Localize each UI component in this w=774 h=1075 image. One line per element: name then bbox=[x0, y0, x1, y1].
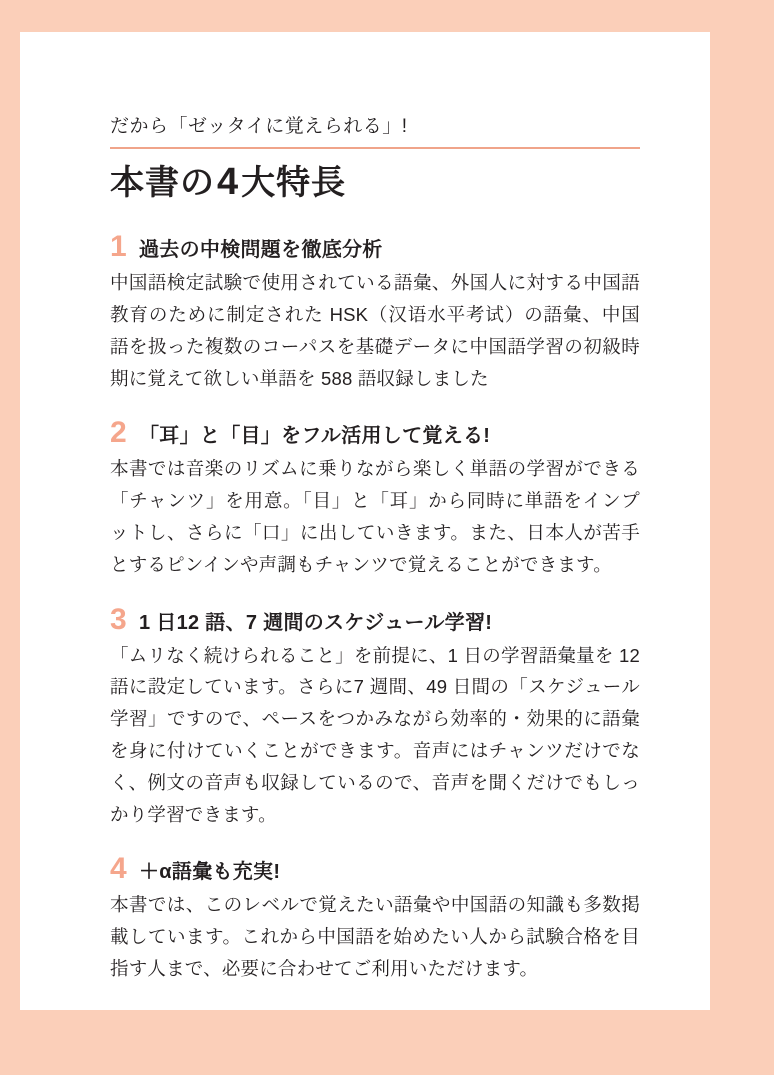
page-sheet bbox=[20, 32, 710, 1010]
feature-number: 4 bbox=[110, 852, 127, 886]
feature-heading-row bbox=[110, 602, 640, 636]
page-title bbox=[110, 159, 640, 207]
page-content bbox=[110, 114, 640, 1009]
feature-body: 「ムリなく続けられること」を前提に、1 日の学習語彙量を 12 語に設定しています。さらに7 週間、49 日間の「スケジュール学習」ですので、ペースをつかみながら効率的・効果的に語彙を身に付けていくことができます。音声にはチャンツだけでなく、例文の音声も収録しているので、音声を聞くだけでもしっかり学習できます。 bbox=[110, 644, 640, 825]
feature-heading: 過去の中検問題を徹底分析 bbox=[139, 239, 383, 262]
feature-heading: 「耳」と「目」をフル活用して覚える! bbox=[139, 425, 491, 448]
feature-heading: ＋α語彙も充実! bbox=[139, 861, 281, 884]
page-kicker: だから「ゼッタイに覚えられる」! bbox=[110, 116, 408, 137]
feature-section bbox=[110, 602, 640, 831]
title-divider bbox=[110, 147, 640, 149]
feature-section bbox=[110, 854, 640, 984]
feature-number: 2 bbox=[110, 416, 127, 450]
feature-section bbox=[110, 232, 640, 394]
feature-body: 中国語検定試験で使用されている語彙、外国人に対する中国語教育のために制定された HSK（汉语水平考试）の語彙、中国語を扱った複数のコーパスを基礎データに中国語学習の初級時期に覚えて欲しい単語を 588 語収録しました bbox=[110, 272, 640, 389]
feature-body: 本書では音楽のリズムに乗りながら楽しく単語の学習ができる「チャンツ」を用意。「目」と「耳」から同時に単語をインプットし、さらに「口」に出していきます。また、日本人が苦手とするピンインや声調もチャンツで覚えることができます。 bbox=[110, 458, 640, 575]
feature-number: 1 bbox=[110, 230, 127, 264]
feature-body: 本書では、このレベルで覚えたい語彙や中国語の知識も多数掲載しています。これから中国語を始めたい人から試験合格を目指す人まで、必要に合わせてご利用いただけます。 bbox=[110, 894, 640, 980]
feature-number: 3 bbox=[110, 602, 127, 636]
feature-heading-row bbox=[110, 232, 640, 263]
page-title-number: 4 bbox=[217, 160, 240, 203]
feature-heading-row bbox=[110, 854, 640, 885]
feature-section bbox=[110, 418, 640, 580]
feature-heading: 1 日12 語、7 週間のスケジュール学習! bbox=[139, 611, 493, 634]
page-title-prefix: 本書の bbox=[110, 163, 215, 202]
feature-heading-row bbox=[110, 418, 640, 449]
page-title-suffix: 大特長 bbox=[241, 163, 347, 202]
